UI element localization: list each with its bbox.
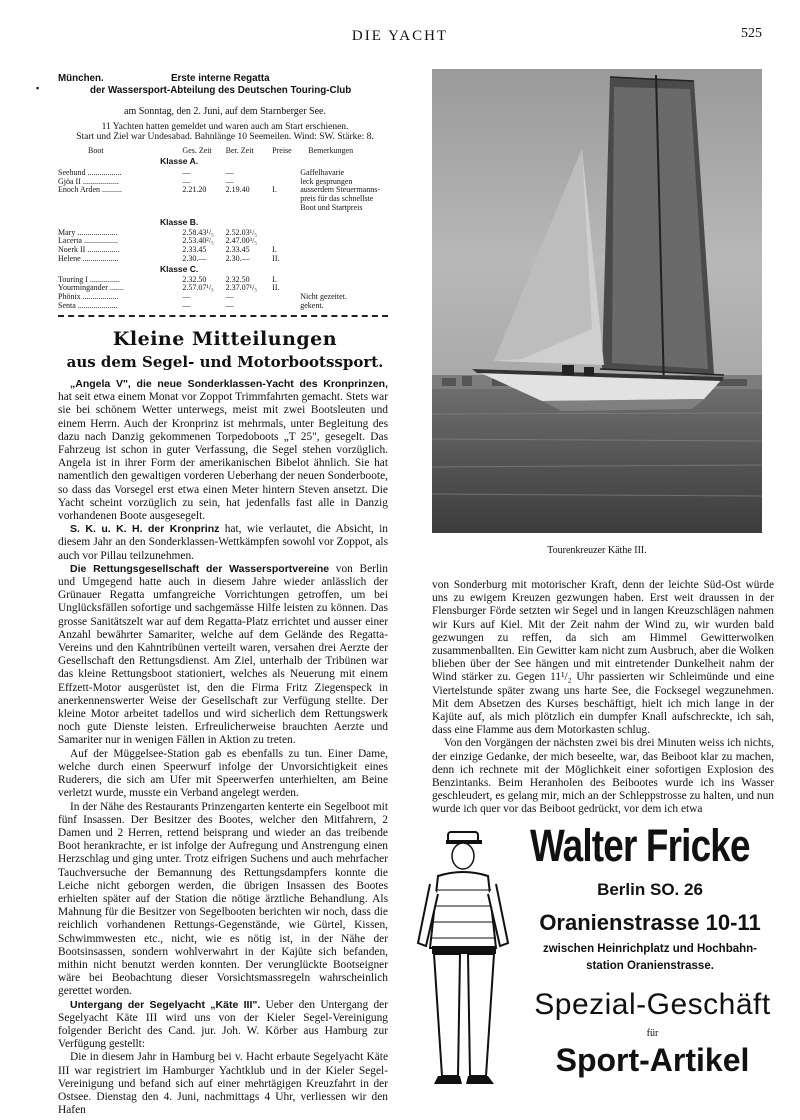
bullet-mark: ▪ — [36, 83, 40, 93]
regatta-info-2: Start und Ziel war Undesabad. Bahnlänge 10 Seemeilen. Wind: SW. Stärke: 8. — [76, 132, 374, 142]
regatta-heading — [58, 73, 388, 97]
paragraph: Auf der Müggelsee-Station gab es ebenfalls zu tun. Einer Dame, welche durch einen Speerwurf infolge der Unvorsichtigkeit eines Ruderers, die sich am Ufer mit Speerwerfen unterhielten, am Beine verletzt wurde, musste ein Verband angelegt werden. — [58, 747, 388, 800]
klasse-c-label: Klasse C. — [159, 264, 199, 275]
klasse-a-label: Klasse A. — [160, 155, 199, 166]
section-divider — [58, 315, 388, 317]
remark-line: Boot und Startpreis — [300, 202, 363, 212]
paragraph: In der Nähe des Restaurants Prinzengarten kenterte ein Segelboot mit fünf Insassen. Der Besitzer des Bootes, welcher den Mitfahrern, 2 Damen und 2 Herren, rettend beisprang und wieder an das treibende Boot herankrachte, er ist infolge der Aufregung und Anstrengung einen Herzschlag und ging unter. Trotz eifrigen Suchens und auch mehrfacher Tauchversuche der Bemannung des Rettungsdampfers konnte die Leiche nicht geborgen werden, die übrigen Insassen des Bootes erhielten später auf der Station die nötige ärztliche Behandlung. Als Mahnung für die Besitzer von Segelbooten berichten wir noch, dass die reichlich vorhandenen Rettungs-Gegenstände, wie Gürtel, Kissen, Schwimmwesten etc., nicht, wie es nötig ist, in der Nähe der Bootsinsassen, sondern wohlverwahrt in der Kajüte sich befanden, mithin nicht benutzt werden konnten. Der verunglückte Bootseigner wäre bei Beobachtung dieser Vorsichtsmassregeln wahrscheinlich gerettet worden. — [58, 800, 388, 998]
table-row: Enoch Arden .......... 2.21.20 2.19.40 I. ausserdem Steuermanns- — [58, 185, 380, 195]
results-table — [58, 147, 380, 310]
paragraph: Die in diesem Jahr in Hamburg bei v. Hacht erbaute Segelyacht Käte III war registriert im Hamburger Yachtklub und in der Kieler Segel-Vereinigung und befand sich auf einer mehrtägigen Kreuzfahrt in der Ostsee. Dienstag den 4. Juni, nachmittags 4 Uhr, verliessen wir den Hafen — [58, 1051, 388, 1117]
ad-sport-artikel: Sport-Artikel — [555, 1042, 750, 1078]
table-row: Touring I ............... 2.32.50 2.32.50 I. — [58, 274, 277, 284]
ad-spezial: Spezial-Geschäft — [534, 988, 771, 1021]
page-number: 525 — [741, 26, 762, 41]
table-row: Yourmingander ....... 2.57.07¹/₅ 2.37.07¹/₅ II. — [58, 283, 280, 293]
regatta-title-1: Erste interne Regatta — [171, 73, 270, 84]
results-header-row — [58, 147, 380, 156]
section-title: Kleine Mitteilungen — [112, 328, 338, 350]
ad-between-1: zwischen Heinrichplatz und Hochbahn- — [542, 943, 758, 955]
ad-fuer: für — [646, 1028, 659, 1039]
table-row: Mary .................... 2.58.43¹/₅ 2.52.03¹/₅ — [58, 227, 258, 237]
paragraph: „Angela V", die neue Sonderklassen-Yacht des Kronprinzen, hat seit etwa einem Monat vor Zoppot Trimmfahrten gemacht. Stets war sie bei schönem Wetter unterwegs, meist mit zwei Bootsleuten und einem Herrn. Auch der Kronprinz ist mehrmals, unter Begleitung des dazu nach Danzig gekommenen Torpedoboots „T 25", gesegelt. Das Fahrzeug ist schon in guter Verfassung, die Segel stehen vorzüglich. Angela ist in ihrer Form der amerikanischen Bibelot ähnlich. Sie hat namentlich den gewaltigen vorderen Ueberhang der neuen Sonderboote, so dass das Vorsegel erst etwa einen Meter hintern Steven ansetzt. Die Yacht scheint vorzüglich zu sein, hat jedenfalls fast alle in Danzig vorhandenen Boote ausgesegelt. — [58, 378, 388, 523]
section-subtitle: aus dem Segel- und Motorbootssport. — [66, 353, 384, 371]
regatta-info-1: 11 Yachten hatten gemeldet und waren auch am Start erschienen. — [101, 122, 349, 132]
paragraph: S. K. u. K. H. der Kronprinz hat, wie verlautet, die Absicht, in diesem Jahr an den Sonderklassen-Wettkämpfen sowohl vor Zoppot, als auch vor Pillau teilzunehmen. — [58, 523, 388, 562]
col-ber-zeit: Ber. Zeit — [225, 146, 254, 155]
klasse-b-label: Klasse B. — [159, 217, 199, 228]
col-bemerkungen: Bemerkungen — [308, 146, 354, 155]
ad-city: Berlin SO. 26 — [597, 880, 703, 899]
sportsman-illustration — [416, 828, 516, 1088]
regatta-date: am Sonntag, den 2. Juni, auf dem Starnberger See. — [124, 106, 326, 117]
paragraph: von Sonderburg mit motorischer Kraft, denn der leichte Süd-Ost würde uns zu ewigem Kreuzen gezwungen haben. Erst weit draussen in der Flensburger Förde setzten wir Segel und in langen Kreuzschlägen nahmen wir Kurs auf Kiel. Mit der Zeit nahm der Wind zu, wir wurden bald gezwungen zu reffen, da sich am Himmel Gewitterwolken zusammenballten. Ein Gewitter kam nicht zum Ausbruch, aber die Wolken blieben über der See hängen und mit eintretender Dunkelheit nahm der Wind stärker zu. Gegen 11¹/₂ Uhr passierten wir Schleimünde und eine Viertelstunde später zwang uns harte See, die Focksegel wegzunehmen. Mit dem Absetzen des Kurses beschäftigt, hielt ich mich lange in der Kajüte auf, als mich plötzlich ein dumpfer Knall aufschreckte, ich sah, dass eine Flamme aus dem Motorkasten schlug. — [432, 579, 774, 737]
sailboat-image — [432, 69, 762, 533]
right-column — [432, 579, 774, 817]
yacht-photo — [432, 69, 762, 533]
table-row: Gjöa II .................. — — leck gesprungen — [58, 176, 353, 186]
table-row: Noerk II ................ 2.33.45 2.33.45 I. — [58, 244, 277, 254]
table-row: Phönix .................. — — Nicht gezeitet. — [58, 291, 347, 301]
ad-between-2: station Oranienstrasse. — [586, 960, 714, 972]
ad-company-name: Walter Fricke — [530, 820, 750, 871]
running-head: DIE YACHT — [351, 28, 449, 44]
table-row: Lacerta ................. 2.53.40²/₅ 2.47.00³/₅ — [58, 236, 258, 246]
table-row: Senta .................... — — gekent. — [58, 300, 324, 310]
col-ges-zeit: Ges. Zeit — [182, 146, 212, 155]
photo-caption: Tourenkreuzer Käthe III. — [547, 545, 647, 556]
table-row: Seehund ................. — — Gaffelhavarie — [58, 168, 345, 178]
left-column — [58, 378, 388, 1117]
advertisement — [410, 820, 790, 1090]
remark-line: preis für das schnellste — [300, 193, 374, 203]
paragraph: Die Rettungsgesellschaft der Wassersportvereine von Berlin und Umgegend hatte auch in diesem Jahre wieder anlässlich der Grünauer Regatta umfangreiche Vorrichtungen getroffen, um bei Unglücksfällen sofortige und sachgemässe Hilfe leisten zu können. Das grosse Sanitätszelt war auf dem Regatta-Platz errichtet und ausser einer Anzahl bewährter Samariter, welche auf dem Gelände des Regatta-Vereins und den Kahntribünen verteilt waren, versahen drei Aerzte der Gesellschaft den Rettungsdienst. Am Ziel, unterhalb der Tribünen war das kleine Rettungsboot stationiert, welches als Neuerung mit einem Effzett-Motor ausgerüstet ist, den die Firma Fritz Ziegenspeck in anerkennenswerter Weise der Gesellschaft zur Verfügung stellte. Der kleine Motor arbeitet tadellos und wird sicherlich dem Rettungswerk noch gute Dienste leisten. Erfreulicherweise brauchten Aerzte und Samariter nur in wenigen Fällen in Aktion zu treten. — [58, 562, 388, 747]
paragraph: Untergang der Segelyacht „Käte III". Ueber den Untergang der Segelyacht Käte III wird uns von der Kieler Segel-Vereinigung folgender Bericht des Cand. jur. Joh. W. Körber aus Hamburg zur Verfügung gestellt: — [58, 998, 388, 1051]
ad-street: Oranienstrasse 10-11 — [539, 910, 761, 935]
table-row: Helene .................. 2.30.— 2.30.— II. — [58, 253, 280, 263]
paragraph: Von den Vorgängen der nächsten zwei bis drei Minuten weiss ich nichts, der einzige Gedanke, der mich beseelte, war, das Beiboot klar zu machen, denn ich rechnete mit der Möglichkeit einer sofortigen Explosion des Benzintanks. Beim Heranholen des Beibootes wurde ich ins Wasser geschleudert, es gelang mir, mich an der Schleppstrosse zu halten, und nun wurde ich quer vor das Beiboot gedrückt, vor dem ich etwa — [432, 737, 774, 816]
col-preise: Preise — [272, 146, 292, 155]
col-boot: Boot — [88, 146, 104, 155]
regatta-title-2: der Wassersport-Abteilung des Deutschen Touring-Club — [90, 85, 352, 96]
regatta-city: München. — [58, 73, 104, 84]
